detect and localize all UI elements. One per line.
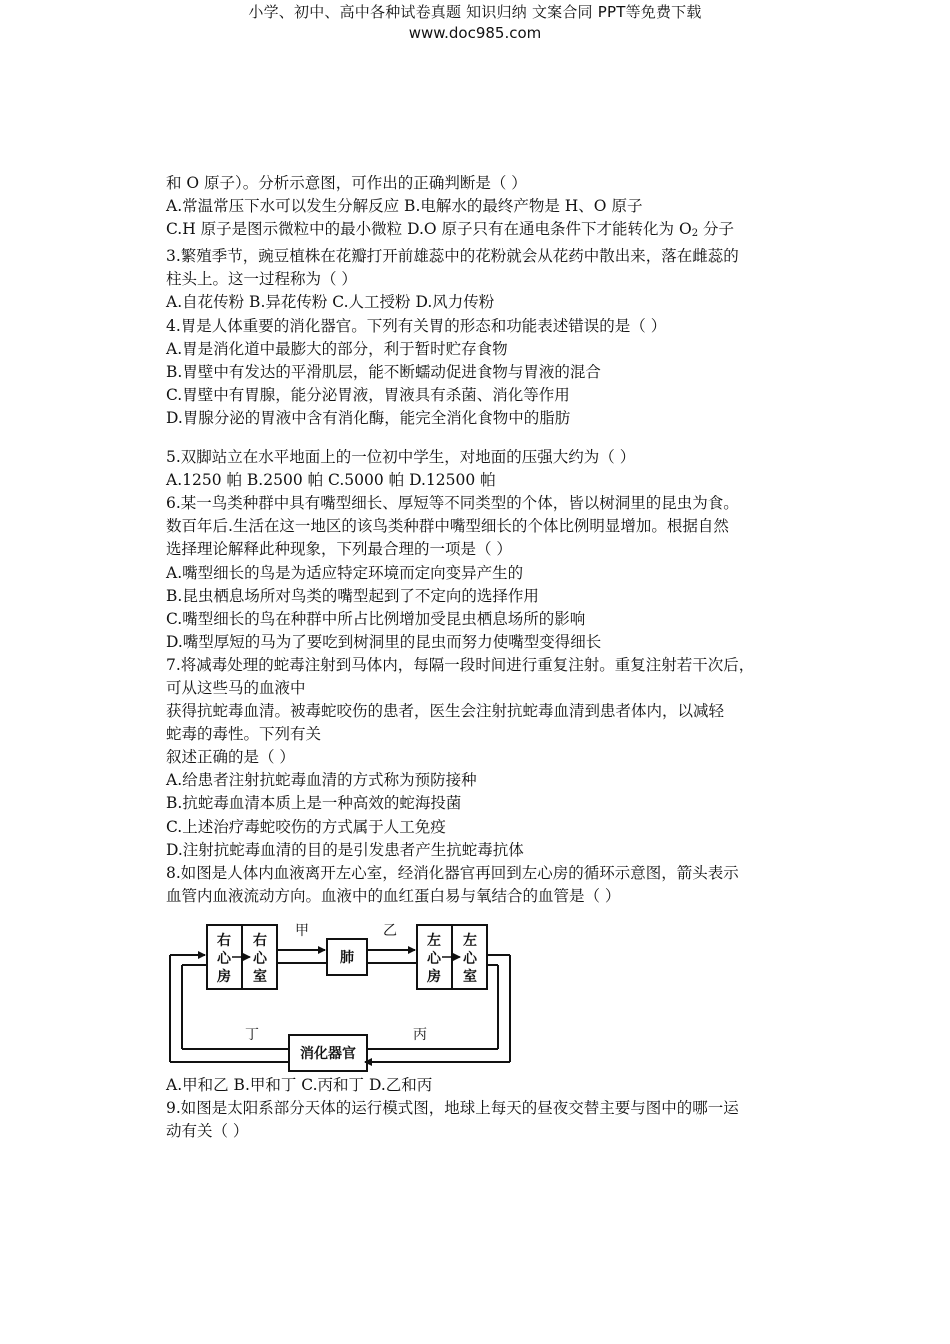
question-8: 8.如图是人体内血液离开左心室，经消化器官再回到左心房的循环示意图，箭头表示 (166, 863, 739, 882)
svg-text:心: 心 (253, 951, 267, 967)
digestive-organ-label: 消化器官 (300, 1046, 356, 1062)
right-ventricle-label: 右 (253, 933, 267, 949)
text-line: 数百年后.生活在这一地区的该鸟类种群中嘴型细长的个体比例明显增加。根据自然 (166, 517, 729, 536)
left-ventricle-label: 左 (463, 933, 477, 949)
option-line: B.抗蛇毒血清本质上是一种高效的蛇海投菌 (166, 794, 462, 813)
text-line: 和 O 原子）。分析示意图，可作出的正确判断是（ ） (166, 174, 527, 192)
option-line: B.胃壁中有发达的平滑肌层，能不断蠕动促进食物与胃液的混合 (166, 362, 601, 381)
page-header (0, 0, 950, 44)
vessel-bing-label: 丙 (413, 1027, 427, 1043)
text-line: 可从这些马的血液中 (166, 678, 306, 697)
svg-text:心: 心 (427, 951, 441, 967)
option-line: A.甲和乙 B.甲和丁 C.丙和丁 D.乙和丙 (166, 1076, 433, 1094)
option-line: A.嘴型细长的鸟是为适应特定环境而定向变异产生的 (166, 563, 524, 582)
svg-text:心: 心 (217, 951, 231, 967)
text-line: 血管内血液流动方向。血液中的血红蛋白易与氧结合的血管是（ ） (166, 886, 621, 905)
text-line: 获得抗蛇毒血清。被毒蛇咬伤的患者，医生会注射抗蛇毒血清到患者体内，以减轻 (166, 702, 725, 721)
question-4: 4.胃是人体重要的消化器官。下列有关胃的形态和功能表述错误的是（ ） (166, 316, 667, 335)
right-atrium-label: 右 (217, 933, 231, 949)
question-3: 3.繁殖季节，豌豆植株在花瓣打开前雄蕊中的花粉就会从花药中散出来，落在雌蕊的 (166, 247, 739, 266)
left-atrium-label: 左 (427, 933, 441, 949)
text-line: 柱头上。这一过程称为（ ） (166, 270, 357, 289)
header-slogan: 小学、初中、高中各种试卷真题 知识归纳 文案合同 PPT等免费下载 (248, 3, 702, 21)
svg-text:室: 室 (463, 969, 477, 985)
option-line: C.上述治疗毒蛇咬伤的方式属于人工免疫 (166, 817, 446, 836)
option-line: A.自花传粉 B.异花传粉 C.人工授粉 D.风力传粉 (166, 293, 495, 312)
lung-label: 肺 (340, 950, 354, 966)
option-line: A.1250 帕 B.2500 帕 C.5000 帕 D.12500 帕 (166, 471, 496, 490)
option-line: D.胃腺分泌的胃液中含有消化酶，能完全消化食物中的脂肪 (166, 408, 571, 427)
svg-text:室: 室 (253, 969, 267, 985)
vessel-jia-label: 甲 (295, 923, 309, 939)
question-5: 5.双脚站立在水平地面上的一位初中学生，对地面的压强大约为（ ） (166, 448, 636, 467)
option-line: D.注射抗蛇毒血清的目的是引发患者产生抗蛇毒抗体 (166, 840, 524, 859)
option-line: C.嘴型细长的鸟在种群中所占比例增加受昆虫栖息场所的影响 (166, 609, 586, 628)
option-line: C.胃壁中有胃腺，能分泌胃液，胃液具有杀菌、消化等作用 (166, 385, 570, 404)
text-line: 叙述正确的是（ ） (166, 748, 295, 767)
text-line: 蛇毒的毒性。下列有关 (166, 725, 322, 744)
vessel-yi-label: 乙 (383, 923, 397, 939)
text-line: 动有关（ ） (166, 1122, 249, 1141)
text-line: 选择理论解释此种现象，下列最合理的一项是（ ） (166, 540, 512, 559)
vessel-ding-label: 丁 (245, 1027, 259, 1043)
option-line: A.常温常压下水可以发生分解反应 B.电解水的最终产物是 H、O 原子 (166, 197, 643, 216)
option-line: A.给患者注射抗蛇毒血清的方式称为预防接种 (166, 771, 477, 790)
svg-text:心: 心 (463, 951, 477, 967)
circulation-diagram (162, 915, 522, 1075)
svg-text:房: 房 (427, 969, 441, 985)
question-7: 7.将减毒处理的蛇毒注射到马体内，每隔一段时间进行重复注射。重复注射若干次后， (166, 655, 755, 674)
option-line: B.昆虫栖息场所对鸟类的嘴型起到了不定向的选择作用 (166, 586, 539, 605)
question-9-block (166, 1074, 796, 1143)
option-line: A.胃是消化道中最膨大的部分，利于暂时贮存食物 (166, 339, 508, 358)
option-line: C.H 原子是图示微粒中的最小微粒 D.O 原子只有在通电条件下才能转化为 $O_2$ 分子 (166, 220, 734, 240)
header-url[interactable]: www.doc985.com (408, 24, 542, 42)
question-6: 6.某一鸟类种群中具有嘴型细长、厚短等不同类型的个体，皆以树洞里的昆虫为食。 (166, 494, 739, 513)
question-text (166, 172, 796, 908)
question-9: 9.如图是太阳系部分天体的运行模式图，地球上每天的昼夜交替主要与图中的哪一运 (166, 1099, 739, 1118)
svg-text:房: 房 (217, 969, 231, 985)
option-line: D.嘴型厚短的马为了要吃到树洞里的昆虫而努力使嘴型变得细长 (166, 632, 602, 651)
